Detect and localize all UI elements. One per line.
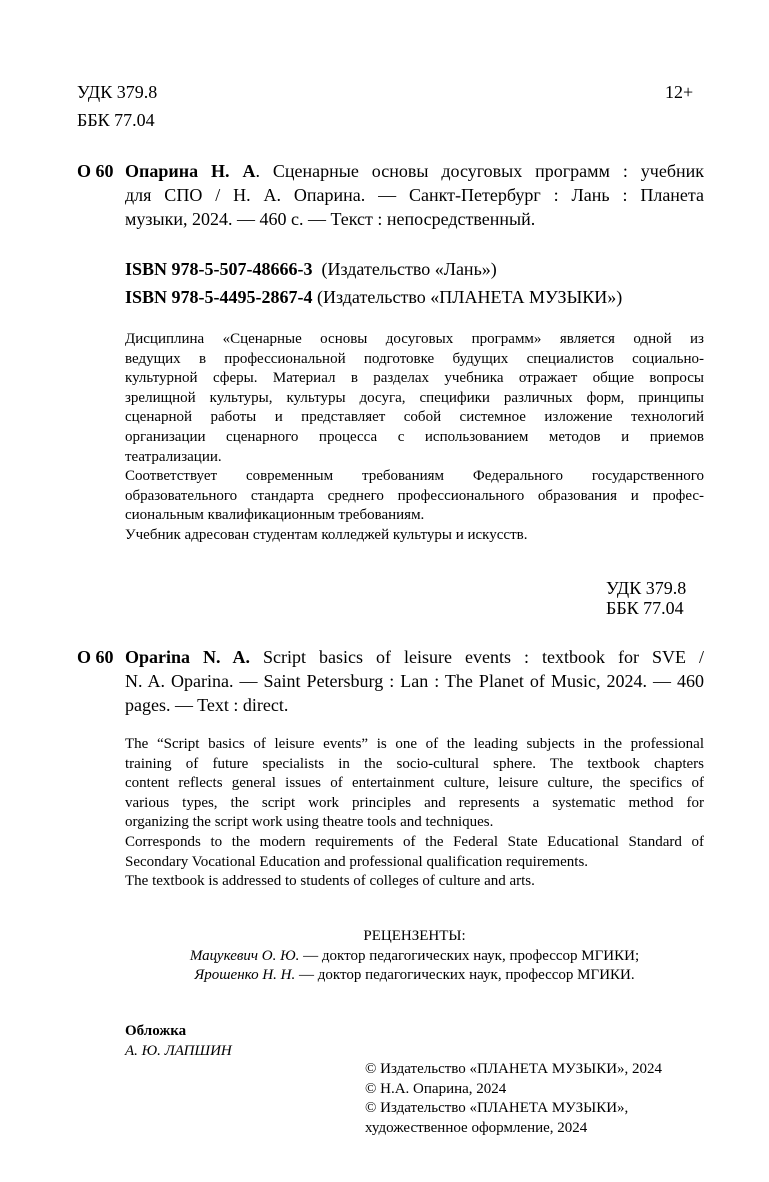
en-abstract-line: various types, the script work principles and represents a systematic method for bbox=[125, 794, 704, 811]
ru-abstract-line: организации сценарного процесса с использованием методов и приемов bbox=[125, 428, 704, 445]
copyright-line: © Н.А. Опарина, 2024 bbox=[365, 1080, 507, 1097]
ru-abstract-line: образовательного стандарта среднего профессионального образования и профес- bbox=[125, 487, 704, 504]
ru-abstract bbox=[125, 330, 704, 546]
en-entry-line-2: N. A. Oparina. — Saint Petersburg : Lan : The Planet of Music, 2024. — 460 bbox=[125, 671, 704, 691]
en-abstract-line: The textbook is addressed to students of colleges of culture and arts. bbox=[125, 873, 535, 890]
ru-abstract-line: Учебник адресован студентам колледжей культуры и искусств. bbox=[125, 526, 528, 543]
ru-entry-line-1: Опарина Н. А. Сценарные основы досуговых программ : учебник bbox=[125, 161, 705, 181]
reviewers-block bbox=[125, 927, 704, 986]
cover-artist: А. Ю. ЛАПШИН bbox=[125, 1042, 232, 1059]
copyright-block bbox=[365, 1060, 662, 1138]
bbk-code: ББК 77.04 bbox=[77, 110, 155, 130]
en-bibliographic-entry bbox=[125, 645, 704, 717]
en-abstract-line: training of future specialists in the socio-cultural sphere. The textbook chapters bbox=[125, 755, 704, 772]
ru-abstract-line: культурной сферы. Материал в разделах учебника отражает общие вопросы bbox=[125, 370, 704, 387]
en-abstract-line: The “Script basics of leisure events” is one of the leading subjects in the professional bbox=[125, 736, 704, 752]
reviewers-heading: РЕЦЕНЗЕНТЫ: bbox=[363, 928, 466, 944]
copyright-line: © Издательство «ПЛАНЕТА МУЗЫКИ», bbox=[365, 1100, 629, 1117]
reviewer-line bbox=[125, 947, 704, 967]
ru-entry-line-3: музыки, 2024. — 460 с. — Текст : непосредственный. bbox=[125, 209, 536, 229]
isbn-number: ISBN 978-5-4495-2867-4 bbox=[125, 287, 313, 307]
en-entry-line-3: pages. — Text : direct. bbox=[125, 695, 289, 715]
reviewer-line bbox=[125, 966, 704, 986]
reviewer-name: Мацукевич О. Ю. bbox=[189, 947, 300, 964]
ru-abstract-line: ведущих в профессиональной подготовке будущих специалистов социально- bbox=[125, 350, 704, 367]
udk-code-secondary: УДК 379.8 bbox=[606, 578, 687, 598]
en-abstract bbox=[125, 735, 704, 892]
ru-bibliographic-entry bbox=[125, 159, 704, 231]
isbn-row bbox=[125, 285, 622, 309]
copyright-line: © Издательство «ПЛАНЕТА МУЗЫКИ», 2024 bbox=[365, 1061, 663, 1077]
en-abstract-line: Secondary Vocational Education and professional qualification requirements. bbox=[125, 853, 589, 870]
ru-entry-author: Опарина Н. А bbox=[125, 161, 256, 181]
ru-abstract-line: сиональным квалификационным требованиям. bbox=[125, 507, 425, 524]
copyright-line: художественное оформление, 2024 bbox=[365, 1119, 588, 1136]
en-abstract-line: content reflects general issues of entertainment culture, leisure culture, the specifics of bbox=[125, 775, 704, 792]
en-entry-author: Oparina N. A. bbox=[125, 647, 251, 667]
age-rating: 12+ bbox=[665, 82, 694, 102]
en-entry-line-1: Oparina N. A. Script basics of leisure events : textbook for SVE / bbox=[125, 647, 705, 667]
ru-entry-line-2: для СПО / Н. А. Опарина. — Санкт-Петербург : Лань : Планета bbox=[125, 185, 704, 205]
udk-code: УДК 379.8 bbox=[77, 82, 158, 102]
en-author-mark: О 60 bbox=[77, 647, 114, 667]
ru-abstract-line: зрелищной культуры, культуры досуга, специфики различных форм, принципы bbox=[125, 389, 704, 406]
isbn-number: ISBN 978-5-507-48666-3 bbox=[125, 259, 313, 279]
ru-abstract-line: театрализации. bbox=[125, 448, 222, 465]
reviewer-desc: — доктор педагогических наук, профессор МГИКИ. bbox=[295, 967, 635, 984]
isbn-block bbox=[125, 257, 622, 309]
isbn-publisher: (Издательство «ПЛАНЕТА МУЗЫКИ») bbox=[317, 287, 623, 307]
isbn-publisher: (Издательство «Лань») bbox=[321, 259, 497, 279]
cover-label: Обложка bbox=[125, 1023, 187, 1039]
bbk-code-secondary: ББК 77.04 bbox=[606, 598, 684, 618]
en-abstract-line: Corresponds to the modern requirements of the Federal State Educational Standard of bbox=[125, 833, 704, 850]
en-abstract-line: organizing the script work using theatre tools and techniques. bbox=[125, 814, 494, 831]
ru-author-mark: О 60 bbox=[77, 161, 114, 181]
ru-abstract-line: Дисциплина «Сценарные основы досуговых программ» является одной из bbox=[125, 331, 704, 347]
ru-abstract-line: Соответствует современным требованиям Федерального государственного bbox=[125, 468, 704, 485]
isbn-row bbox=[125, 257, 622, 285]
ru-abstract-line: сценарной работы и представляет собой системное изложение технологий bbox=[125, 409, 704, 426]
reviewer-name: Ярошенко Н. Н. bbox=[194, 967, 296, 984]
reviewer-desc: — доктор педагогических наук, профессор МГИКИ; bbox=[299, 947, 640, 964]
cover-credit bbox=[125, 1022, 232, 1061]
